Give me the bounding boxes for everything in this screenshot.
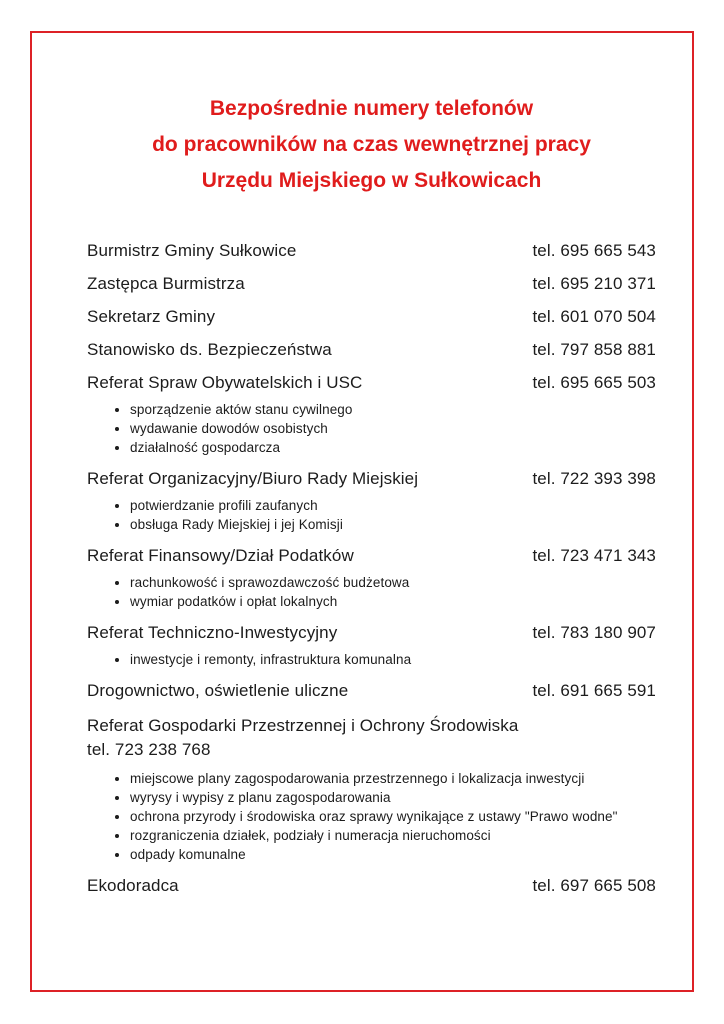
entry-duty: • ochrona przyrody i środowiska oraz sprawy wynikające z ustawy "Prawo wodne" xyxy=(130,808,656,825)
entry-duty: • rozgraniczenia działek, podziały i numeracja nieruchomości xyxy=(130,827,656,844)
entry-duties-list xyxy=(87,574,656,610)
entry-phone: tel. 695 210 371 xyxy=(532,274,656,293)
entry-label: Zastępca Burmistrza xyxy=(87,274,245,293)
title-line-2: do pracowników na czas wewnętrznej pracy xyxy=(152,133,591,156)
entry-head xyxy=(87,714,656,762)
entry-phone: tel. 723 238 768 xyxy=(87,740,211,759)
directory-entry xyxy=(87,876,656,896)
document-title xyxy=(87,91,656,199)
entry-duties-list xyxy=(87,497,656,533)
entry-duties-list xyxy=(87,770,656,863)
entry-phone: tel. 601 070 504 xyxy=(532,307,656,326)
entry-head xyxy=(87,623,656,643)
entry-head xyxy=(87,241,656,261)
entry-label: Burmistrz Gminy Sułkowice xyxy=(87,241,297,260)
document-content xyxy=(87,91,656,896)
entry-label: Referat Techniczno-Inwestycyjny xyxy=(87,623,338,642)
entry-head xyxy=(87,340,656,360)
title-line-3: Urzędu Miejskiego w Sułkowicach xyxy=(201,169,542,192)
title-line-1: Bezpośrednie numery telefonów xyxy=(209,97,534,120)
entry-phone: tel. 723 471 343 xyxy=(532,546,656,565)
directory-entry xyxy=(87,373,656,456)
entry-head xyxy=(87,373,656,393)
entry-label: Drogownictwo, oświetlenie uliczne xyxy=(87,681,349,700)
entry-label: Ekodoradca xyxy=(87,876,179,895)
entry-duty: • wydawanie dowodów osobistych xyxy=(130,420,656,437)
entry-duty: • działalność gospodarcza xyxy=(130,439,656,456)
entry-label: Stanowisko ds. Bezpieczeństwa xyxy=(87,340,332,359)
entry-label: Referat Spraw Obywatelskich i USC xyxy=(87,373,363,392)
directory-entry xyxy=(87,241,656,261)
entry-duty: • miejscowe plany zagospodarowania przestrzennego i lokalizacja inwestycji xyxy=(130,770,656,787)
directory-entry xyxy=(87,340,656,360)
entry-phone: tel. 797 858 881 xyxy=(532,340,656,359)
entry-duties-list xyxy=(87,651,656,668)
directory-entry xyxy=(87,546,656,610)
entry-duty: • wyrysy i wypisy z planu zagospodarowania xyxy=(130,789,656,806)
entry-phone: tel. 691 665 591 xyxy=(532,681,656,700)
entry-label: Referat Gospodarki Przestrzennej i Ochrony Środowiska xyxy=(87,716,519,735)
entry-head xyxy=(87,876,656,896)
entry-duty: • obsługa Rady Miejskiej i jej Komisji xyxy=(130,516,656,533)
entry-head xyxy=(87,307,656,327)
entry-head xyxy=(87,681,656,701)
entry-phone: tel. 695 665 543 xyxy=(532,241,656,260)
red-border-frame xyxy=(30,31,694,992)
entry-phone: tel. 722 393 398 xyxy=(532,469,656,488)
phone-directory-list xyxy=(87,241,656,896)
entry-phone: tel. 783 180 907 xyxy=(532,623,656,642)
entry-head xyxy=(87,274,656,294)
directory-entry xyxy=(87,623,656,668)
directory-entry xyxy=(87,714,656,863)
directory-entry xyxy=(87,681,656,701)
entry-label: Referat Organizacyjny/Biuro Rady Miejskiej xyxy=(87,469,419,488)
entry-duty: • rachunkowość i sprawozdawczość budżetowa xyxy=(130,574,656,591)
entry-phone: tel. 697 665 508 xyxy=(532,876,656,895)
entry-duty: • inwestycje i remonty, infrastruktura komunalna xyxy=(130,651,656,668)
directory-entry xyxy=(87,469,656,533)
entry-phone: tel. 695 665 503 xyxy=(532,373,656,392)
entry-duty: • sporządzenie aktów stanu cywilnego xyxy=(130,401,656,418)
entry-duty: • wymiar podatków i opłat lokalnych xyxy=(130,593,656,610)
directory-entry xyxy=(87,274,656,294)
directory-entry xyxy=(87,307,656,327)
entry-duty: • potwierdzanie profili zaufanych xyxy=(130,497,656,514)
entry-label: Referat Finansowy/Dział Podatków xyxy=(87,546,354,565)
entry-duty: • odpady komunalne xyxy=(130,846,656,863)
entry-label: Sekretarz Gminy xyxy=(87,307,216,326)
entry-head xyxy=(87,469,656,489)
entry-head xyxy=(87,546,656,566)
entry-duties-list xyxy=(87,401,656,456)
